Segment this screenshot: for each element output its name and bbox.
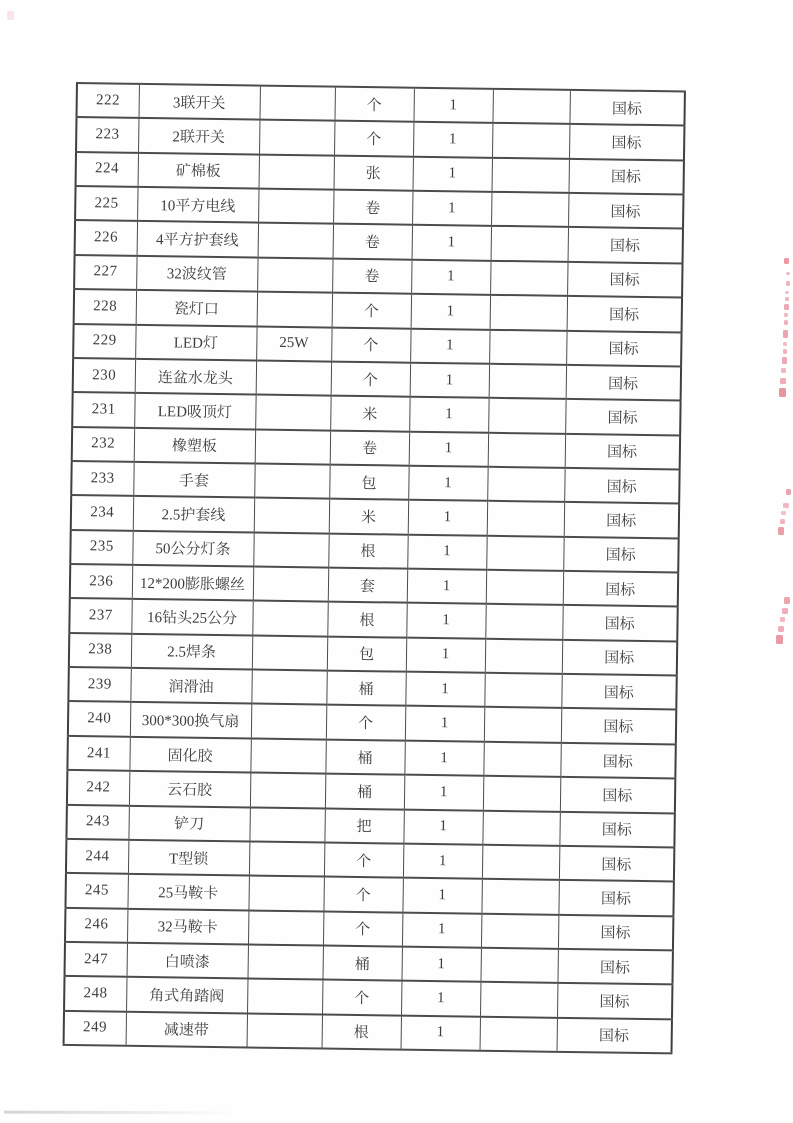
red-bleed-mark: [780, 519, 785, 524]
cell-standard: 国标: [560, 743, 675, 779]
cell-item-name: 32马鞍卡: [127, 908, 248, 944]
cell-standard: 国标: [563, 537, 678, 573]
cell-serial-number: 249: [64, 1011, 126, 1046]
cell-quantity: 1: [413, 88, 492, 123]
cell-unit: 卷: [333, 224, 412, 259]
cell-specification: [259, 86, 334, 121]
cell-unit: 个: [332, 293, 411, 328]
cell-blank: [490, 261, 567, 296]
cell-serial-number: 242: [67, 770, 129, 805]
cell-blank: [480, 1016, 557, 1051]
red-bleed-mark: [781, 511, 786, 515]
bottom-scan-shadow: [4, 1111, 236, 1115]
cell-quantity: 1: [410, 328, 489, 363]
table-row: [64, 1011, 672, 1054]
cell-item-name: 50公分灯条: [132, 531, 253, 567]
cell-unit: 套: [328, 568, 407, 603]
cell-serial-number: 224: [76, 152, 138, 187]
cell-standard: 国标: [559, 811, 674, 847]
cell-specification: [256, 360, 331, 395]
cell-quantity: 1: [404, 775, 483, 810]
cell-item-name: 4平方护套线: [137, 221, 258, 257]
cell-quantity: 1: [412, 191, 491, 226]
cell-serial-number: 239: [68, 667, 130, 702]
cell-item-name: 32波纹管: [136, 256, 257, 292]
cell-standard: 国标: [568, 227, 683, 263]
cell-blank: [480, 948, 557, 983]
cell-specification: [258, 189, 333, 224]
cell-standard: 国标: [568, 159, 683, 195]
cell-standard: 国标: [566, 330, 681, 366]
cell-standard: 国标: [557, 949, 672, 985]
cell-specification: [253, 532, 328, 567]
cell-serial-number: 223: [76, 117, 138, 152]
corner-ink-smudge: [7, 11, 14, 20]
cell-quantity: 1: [408, 500, 487, 535]
cell-specification: [247, 944, 322, 979]
cell-unit: 桶: [325, 774, 404, 809]
cell-serial-number: 246: [65, 908, 127, 943]
cell-quantity: 1: [403, 844, 482, 879]
cell-serial-number: 234: [71, 495, 133, 530]
cell-item-name: 矿棉板: [138, 153, 259, 189]
cell-specification: [259, 120, 334, 155]
cell-blank: [484, 707, 561, 742]
cell-serial-number: 230: [73, 358, 135, 393]
cell-quantity: 1: [407, 534, 486, 569]
cell-serial-number: 244: [66, 839, 128, 874]
red-bleed-mark: [783, 503, 789, 508]
cell-item-name: 2联开关: [138, 118, 259, 154]
cell-standard: 国标: [569, 90, 684, 126]
cell-blank: [490, 295, 567, 330]
cell-unit: 根: [322, 1014, 401, 1049]
cell-unit: 桶: [322, 946, 401, 981]
cell-blank: [486, 570, 563, 605]
cell-item-name: 润滑油: [130, 668, 251, 704]
cell-specification: [254, 498, 329, 533]
cell-unit: 包: [329, 465, 408, 500]
cell-item-name: 300*300换气扇: [130, 702, 251, 738]
cell-quantity: 1: [413, 122, 492, 157]
cell-item-name: 云石胶: [129, 771, 250, 807]
cell-blank: [482, 845, 559, 880]
cell-serial-number: 232: [72, 427, 134, 462]
cell-serial-number: 247: [65, 942, 127, 977]
cell-standard: 国标: [557, 1018, 672, 1054]
cell-blank: [488, 398, 565, 433]
cell-item-name: 16钻头25公分: [131, 599, 252, 635]
cell-standard: 国标: [561, 708, 676, 744]
cell-serial-number: 248: [64, 976, 126, 1011]
cell-quantity: 1: [402, 912, 481, 947]
red-bleed-mark: [782, 357, 787, 364]
red-bleed-mark: [778, 527, 784, 535]
cell-specification: [258, 223, 333, 258]
cell-item-name: LED吸顶灯: [134, 393, 255, 429]
cell-item-name: T型锁: [128, 840, 249, 876]
cell-quantity: 1: [413, 156, 492, 191]
red-bleed-mark: [783, 349, 787, 354]
cell-specification: [253, 567, 328, 602]
cell-serial-number: 229: [73, 324, 135, 359]
cell-blank: [488, 432, 565, 467]
red-bleed-mark: [778, 626, 784, 632]
cell-serial-number: 236: [70, 564, 132, 599]
cell-standard: 国标: [568, 193, 683, 229]
cell-unit: 米: [329, 499, 408, 534]
cell-unit: 个: [324, 842, 403, 877]
cell-specification: [247, 979, 322, 1014]
cell-serial-number: 235: [70, 530, 132, 565]
cell-quantity: 1: [406, 637, 485, 672]
cell-blank: [483, 742, 560, 777]
cell-blank: [489, 329, 566, 364]
cell-unit: 卷: [330, 430, 409, 465]
cell-specification: [255, 395, 330, 430]
cell-blank: [492, 158, 569, 193]
cell-item-name: 连盆水龙头: [135, 359, 256, 395]
cell-unit: 根: [328, 533, 407, 568]
cell-blank: [481, 879, 558, 914]
materials-table-wrap: [63, 82, 686, 1054]
cell-blank: [487, 501, 564, 536]
cell-standard: 国标: [567, 296, 682, 332]
cell-serial-number: 222: [77, 83, 139, 118]
cell-specification: [249, 841, 324, 876]
cell-blank: [491, 192, 568, 227]
cell-item-name: 25马鞍卡: [127, 874, 248, 910]
red-bleed-mark: [786, 272, 790, 275]
cell-quantity: 1: [405, 706, 484, 741]
cell-quantity: 1: [412, 225, 491, 260]
red-bleed-mark: [784, 313, 788, 317]
cell-unit: 把: [324, 808, 403, 843]
cell-specification: [247, 1013, 322, 1048]
red-bleed-mark: [786, 489, 791, 495]
cell-item-name: 手套: [133, 462, 254, 498]
cell-serial-number: 227: [74, 255, 136, 290]
red-bleed-mark: [784, 320, 788, 325]
cell-item-name: 3联开关: [139, 84, 260, 120]
cell-unit: 个: [326, 705, 405, 740]
cell-unit: 个: [323, 877, 402, 912]
red-bleed-mark: [783, 342, 787, 346]
cell-quantity: 1: [411, 294, 490, 329]
cell-item-name: 角式角踏阀: [126, 977, 247, 1013]
cell-unit: 卷: [333, 190, 412, 225]
cell-item-name: 12*200膨胀螺丝: [132, 565, 253, 601]
cell-serial-number: 241: [67, 736, 129, 771]
cell-blank: [483, 776, 560, 811]
red-bleed-mark: [783, 330, 788, 338]
cell-blank: [480, 982, 557, 1017]
cell-specification: [250, 738, 325, 773]
cell-specification: [252, 601, 327, 636]
cell-unit: 包: [327, 636, 406, 671]
red-bleed-mark: [786, 281, 790, 286]
cell-quantity: 1: [411, 259, 490, 294]
cell-specification: [255, 429, 330, 464]
cell-unit: 个: [331, 361, 410, 396]
cell-blank: [487, 467, 564, 502]
cell-standard: 国标: [563, 571, 678, 607]
cell-specification: [257, 292, 332, 327]
cell-unit: 个: [331, 327, 410, 362]
cell-serial-number: 226: [75, 220, 137, 255]
cell-item-name: 橡塑板: [134, 427, 255, 463]
cell-blank: [485, 604, 562, 639]
cell-standard: 国标: [557, 983, 672, 1019]
cell-specification: [251, 670, 326, 705]
cell-standard: 国标: [565, 433, 680, 469]
cell-specification: [248, 910, 323, 945]
cell-item-name: 固化胶: [129, 737, 250, 773]
cell-standard: 国标: [562, 640, 677, 676]
cell-unit: 卷: [332, 258, 411, 293]
cell-specification: [251, 704, 326, 739]
cell-item-name: LED灯: [135, 324, 256, 360]
cell-standard: 国标: [558, 914, 673, 950]
cell-item-name: 铲刀: [128, 805, 249, 841]
red-bleed-mark: [780, 378, 786, 384]
cell-quantity: 1: [408, 466, 487, 501]
cell-quantity: 1: [401, 981, 480, 1016]
cell-blank: [485, 639, 562, 674]
cell-item-name: 2.5焊条: [131, 634, 252, 670]
cell-serial-number: 240: [68, 701, 130, 736]
cell-serial-number: 245: [65, 873, 127, 908]
cell-item-name: 2.5护套线: [133, 496, 254, 532]
cell-blank: [492, 123, 569, 158]
cell-specification: [257, 257, 332, 292]
cell-quantity: 1: [410, 363, 489, 398]
cell-serial-number: 231: [72, 392, 134, 427]
cell-standard: 国标: [561, 674, 676, 710]
cell-blank: [481, 913, 558, 948]
cell-serial-number: 228: [74, 289, 136, 324]
cell-quantity: 1: [401, 947, 480, 982]
cell-unit: 个: [322, 980, 401, 1015]
cell-specification: [248, 876, 323, 911]
cell-standard: 国标: [560, 777, 675, 813]
cell-unit: 桶: [325, 739, 404, 774]
cell-standard: 国标: [559, 846, 674, 882]
cell-quantity: 1: [404, 740, 483, 775]
red-bleed-mark: [784, 258, 789, 264]
red-bleed-mark: [785, 297, 789, 301]
cell-item-name: 10平方电线: [137, 187, 258, 223]
cell-blank: [491, 226, 568, 261]
red-bleed-mark: [779, 388, 786, 397]
cell-unit: 桶: [326, 671, 405, 706]
cell-unit: 个: [334, 87, 413, 122]
cell-serial-number: 225: [75, 186, 137, 221]
cell-blank: [492, 89, 569, 124]
cell-quantity: 1: [406, 603, 485, 638]
cell-serial-number: 237: [69, 598, 131, 633]
cell-standard: 国标: [566, 365, 681, 401]
cell-standard: 国标: [564, 468, 679, 504]
cell-unit: 个: [323, 911, 402, 946]
cell-blank: [489, 364, 566, 399]
cell-quantity: 1: [402, 878, 481, 913]
table-body: [64, 83, 685, 1053]
cell-serial-number: 238: [69, 633, 131, 668]
cell-blank: [486, 535, 563, 570]
cell-specification: 25W: [256, 326, 331, 361]
cell-quantity: 1: [401, 1015, 480, 1050]
red-bleed-mark: [780, 617, 785, 622]
cell-item-name: 减速带: [126, 1011, 247, 1047]
cell-unit: 张: [334, 155, 413, 190]
cell-unit: 根: [327, 602, 406, 637]
cell-blank: [482, 810, 559, 845]
cell-item-name: 瓷灯口: [136, 290, 257, 326]
cell-item-name: 白喷漆: [127, 943, 248, 979]
cell-quantity: 1: [405, 672, 484, 707]
cell-specification: [252, 635, 327, 670]
cell-standard: 国标: [564, 502, 679, 538]
cell-standard: 国标: [562, 605, 677, 641]
cell-specification: [254, 463, 329, 498]
cell-quantity: 1: [403, 809, 482, 844]
red-bleed-mark: [776, 635, 783, 644]
cell-unit: 个: [334, 121, 413, 156]
cell-quantity: 1: [407, 569, 486, 604]
cell-quantity: 1: [409, 397, 488, 432]
cell-specification: [250, 773, 325, 808]
cell-standard: 国标: [569, 124, 684, 160]
cell-standard: 国标: [565, 399, 680, 435]
cell-standard: 国标: [558, 880, 673, 916]
red-bleed-mark: [781, 368, 786, 373]
materials-table: [63, 82, 686, 1054]
red-bleed-mark: [785, 291, 789, 294]
cell-blank: [484, 673, 561, 708]
red-bleed-mark: [784, 597, 790, 604]
cell-specification: [259, 154, 334, 189]
cell-unit: 米: [330, 396, 409, 431]
cell-specification: [249, 807, 324, 842]
red-bleed-mark: [784, 304, 789, 310]
cell-serial-number: 233: [71, 461, 133, 496]
red-bleed-mark: [782, 608, 788, 614]
cell-quantity: 1: [409, 431, 488, 466]
cell-standard: 国标: [567, 262, 682, 298]
cell-serial-number: 243: [66, 804, 128, 839]
